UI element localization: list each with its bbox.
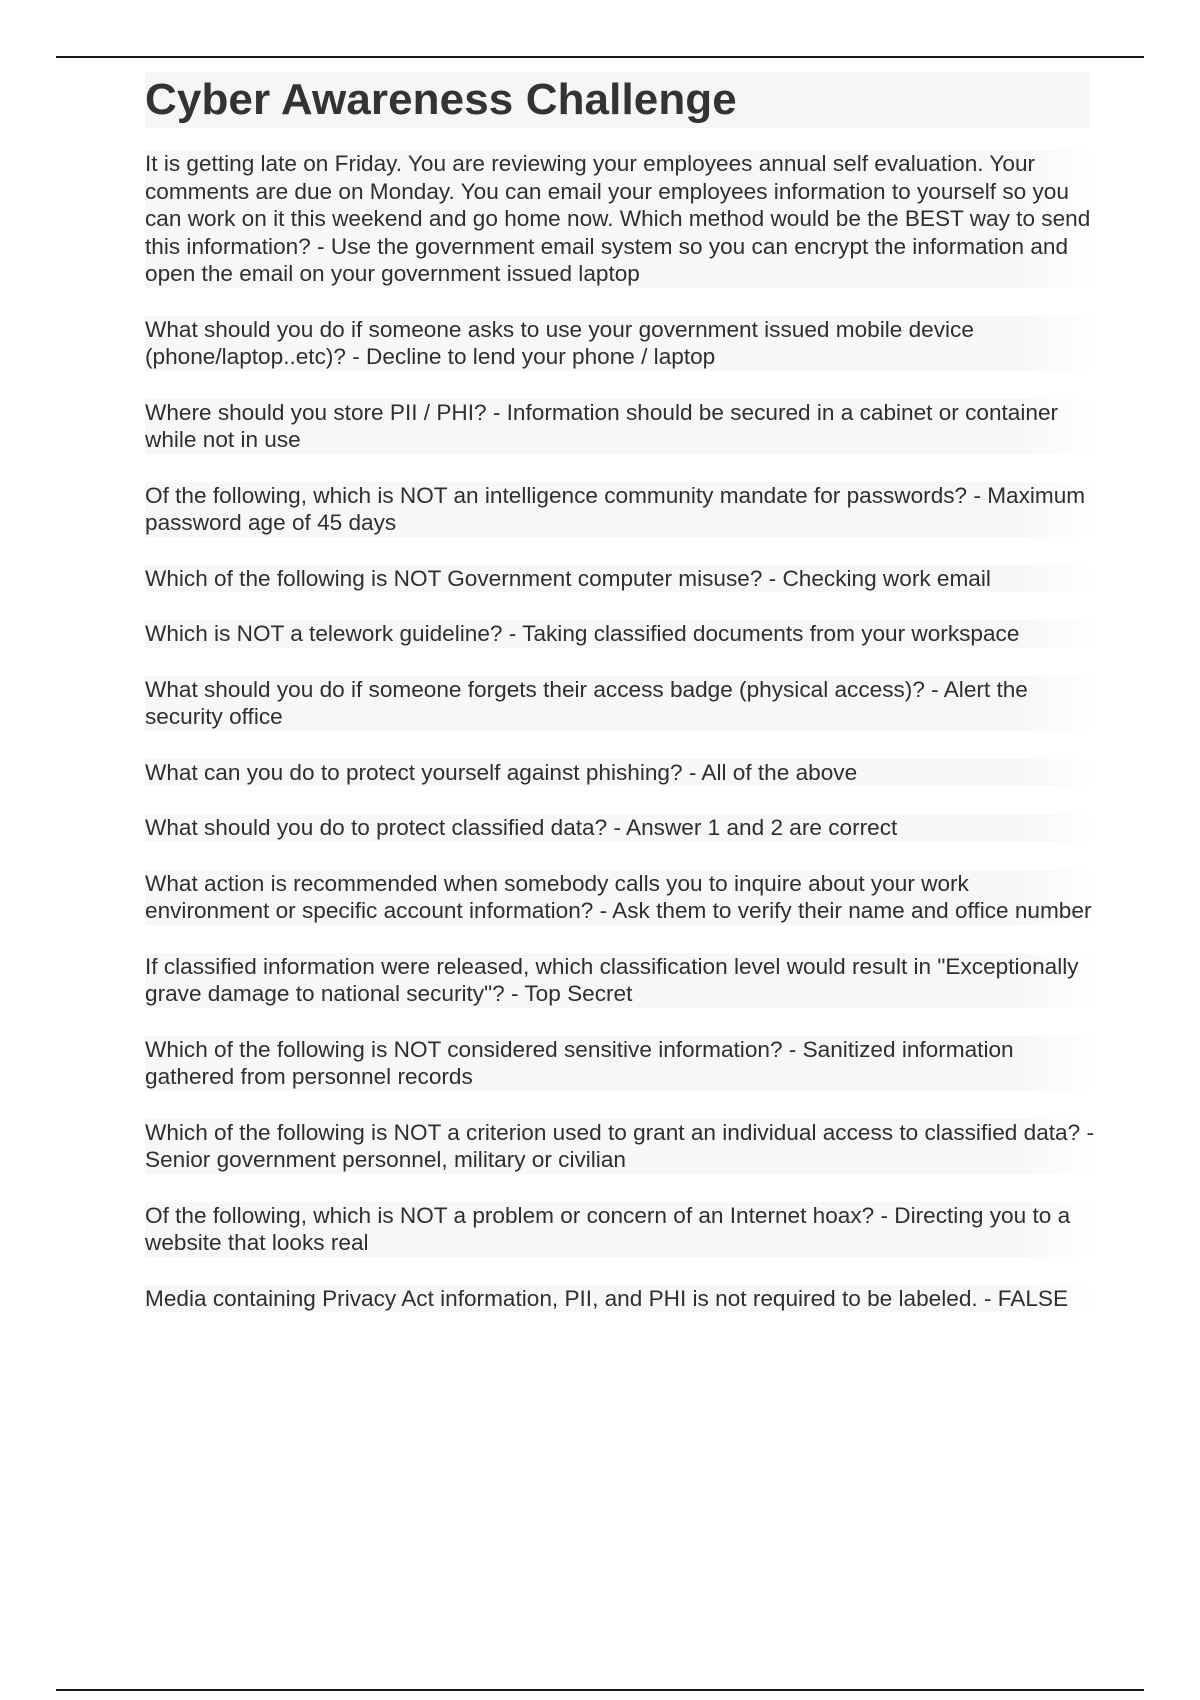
qa-item: What should you do to protect classified data? - Answer 1 and 2 are correct xyxy=(145,814,1095,842)
qa-item: It is getting late on Friday. You are reviewing your employees annual self evaluation. Your comments are due on Monday. You can email your employees information to yourself so you can work on it this weekend and go home now. Which method would be the BEST way to send this information? - Use the government email system so you can encrypt the information and open the email on your government issued laptop xyxy=(145,150,1095,288)
qa-item: What should you do if someone asks to use your government issued mobile device (phone/laptop..etc)? - Decline to lend your phone / laptop xyxy=(145,316,1095,371)
qa-list xyxy=(145,150,1095,1312)
bottom-rule xyxy=(56,1689,1144,1691)
document-body xyxy=(145,72,1095,1340)
qa-item: What can you do to protect yourself against phishing? - All of the above xyxy=(145,759,1095,787)
qa-item: Media containing Privacy Act information, PII, and PHI is not required to be labeled. - FALSE xyxy=(145,1285,1095,1313)
qa-item: Which of the following is NOT Government computer misuse? - Checking work email xyxy=(145,565,1095,593)
qa-item: Which of the following is NOT considered sensitive information? - Sanitized information gathered from personnel records xyxy=(145,1036,1095,1091)
qa-item: Of the following, which is NOT a problem or concern of an Internet hoax? - Directing you to a website that looks real xyxy=(145,1202,1095,1257)
qa-item: Which is NOT a telework guideline? - Taking classified documents from your workspace xyxy=(145,620,1095,648)
qa-item: Which of the following is NOT a criterion used to grant an individual access to classified data? - Senior government personnel, military or civilian xyxy=(145,1119,1094,1172)
qa-item: If classified information were released, which classification level would result in "Exceptionally grave damage to national security"? - Top Secret xyxy=(145,953,1095,1008)
qa-item: What should you do if someone forgets their access badge (physical access)? - Alert the security office xyxy=(145,676,1095,731)
qa-item: Of the following, which is NOT an intelligence community mandate for passwords? - Maximum password age of 45 days xyxy=(145,482,1095,537)
title-bar xyxy=(145,72,1090,128)
qa-item: Where should you store PII / PHI? - Information should be secured in a cabinet or container while not in use xyxy=(145,399,1095,454)
document-title: Cyber Awareness Challenge xyxy=(145,75,737,124)
top-rule xyxy=(56,56,1144,58)
qa-item: What action is recommended when somebody calls you to inquire about your work environment or specific account information? - Ask them to verify their name and office number xyxy=(145,870,1095,925)
